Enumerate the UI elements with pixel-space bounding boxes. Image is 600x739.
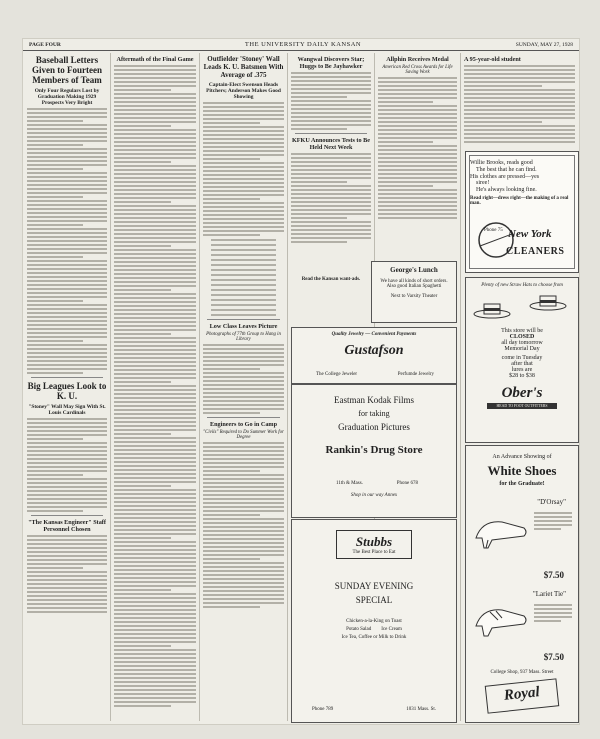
kodak-graduation: Graduation Pictures: [338, 422, 410, 432]
lariet-description: [534, 602, 572, 624]
lariet-shoe-icon: [472, 596, 530, 638]
column-1: [27, 53, 107, 721]
subhead-red-cross: American Red Cross Awards for Life Saving Work: [382, 65, 453, 75]
royal-name: Royal: [503, 684, 541, 704]
batting-averages-table: [211, 239, 276, 316]
straw-hats-icon: [470, 292, 574, 322]
article-batting: [203, 102, 284, 236]
ober-closed-1: This store will be: [501, 328, 543, 334]
shoe-name-dorsay: "D'Orsay": [537, 498, 566, 506]
headline-95-year-old: A 95-year-old student: [464, 56, 521, 63]
ober-prices: $28 to $38: [509, 373, 535, 379]
subhead-photographs: Photographs of 77th Group to Hang in Library: [206, 332, 281, 342]
ober-come-3: lures are: [511, 367, 533, 373]
ad-obers: [465, 277, 579, 443]
menu-item-1: Chicken-a-la-King on Toast: [346, 619, 402, 624]
column-2: [114, 53, 196, 721]
article-kansas-engineer: [27, 535, 107, 613]
willie-line-4: siree!: [476, 180, 490, 186]
subhead-stoney-wall: "Stoney" Wall May Sign With St. Louis Cardinals: [28, 404, 106, 416]
ad-new-york-cleaners: [465, 151, 579, 273]
willie-line-2: The best that he can find.: [476, 167, 537, 173]
sunday-evening: SUNDAY EVENING: [334, 581, 414, 591]
headline-engineers-camp: Engineers to Go in Camp: [209, 421, 278, 428]
newspaper-title: THE UNIVERSITY DAILY KANSAN: [244, 41, 362, 48]
article-95-year-old: [464, 65, 575, 143]
dorsay-shoe-icon: [472, 508, 530, 550]
headline-wangwal: Wangwal Discovers Star; Huggs to Be Jayhawker: [297, 56, 365, 70]
ober-closed-4: Memorial Day: [504, 346, 540, 352]
headline-kansas-engineer: "The Kansas Engineer" Staff Personnel Chosen: [28, 519, 106, 533]
ober-subtitle: HEAD TO FOOT OUTFITTERS: [487, 403, 557, 409]
headline-stoney-wall: Outfielder 'Stoney' Wall Leads K. U. Batsmen With Average of .375: [203, 55, 284, 79]
stubbs-logo: [336, 530, 412, 559]
headline-aftermath: Aftermath of the Final Game: [116, 56, 194, 63]
subhead-graduation: Only Four Regulars Lost by Graduation Making 1929 Prospects Very Bright: [34, 88, 100, 106]
dorsay-price: $7.50: [543, 570, 564, 580]
headline-kfku: KFKU Announces Tests to Be Held Next Week: [291, 137, 371, 151]
dorsay-description: [534, 510, 572, 532]
ad-gustafson: [291, 327, 457, 384]
rankin-address: 11th & Mass.: [336, 481, 363, 486]
headline-big-leagues: Big Leagues Look to K. U.: [27, 381, 107, 401]
article-big-leagues: [27, 418, 107, 512]
article-baseball-letters: [27, 108, 107, 374]
willie-line-5: He's always looking fine.: [476, 187, 537, 193]
willie-line-3: His clothes are pressed—yes: [470, 174, 540, 180]
georges-body: We have all kinds of short orders. Also good Italian Spaghetti: [380, 279, 448, 289]
article-aftermath: [114, 65, 196, 707]
article-low-class: [203, 344, 284, 414]
royal-logo: [485, 678, 560, 713]
want-ads-text: Read the Kansan want-ads.: [301, 277, 361, 282]
newspaper-page: [22, 38, 580, 725]
menu-item-2: Potato Salad Ice Cream: [346, 627, 402, 632]
rankin-phone: Phone 678: [396, 481, 418, 486]
ad-georges-lunch: [371, 261, 457, 323]
ober-come-2: after that: [511, 361, 533, 367]
sunday-special: SPECIAL: [355, 595, 393, 605]
willie-tagline: Read right—dress right—the making of a real man.: [470, 196, 569, 206]
gustafson-logo: Gustafson: [344, 343, 404, 358]
column-4: [291, 53, 371, 273]
ad-stubbs: [291, 519, 457, 723]
shoes-advance: An Advance Showing of: [492, 454, 552, 460]
want-ads-notice: [290, 267, 372, 282]
ober-straw-hats: Plenty of new Straw Hats to choose from: [481, 283, 563, 288]
article-engineers-camp: [203, 442, 284, 608]
stubbs-phone: Phone 789: [312, 707, 334, 712]
ad-rankins-drug-store: [291, 384, 457, 518]
gustafson-college-jeweler: The College Jeweler: [316, 372, 358, 377]
georges-title: George's Lunch: [390, 266, 438, 274]
college-shop: College Shop, 937 Mass. Street: [490, 670, 554, 675]
shoes-subtitle: for the Graduate!: [499, 481, 545, 487]
cleaners-name: CLEANERS: [506, 246, 565, 257]
page-label: PAGE FOUR: [29, 42, 61, 48]
lariet-price: $7.50: [543, 652, 564, 662]
masthead: [23, 39, 579, 51]
headline-low-class: Low Class Leaves Picture: [209, 323, 278, 330]
column-5: [378, 53, 457, 273]
rankin-name: Rankin's Drug Store: [325, 444, 423, 456]
headline-allphin: Allphin Receives Medal: [386, 56, 449, 63]
stubbs-name: Stubbs: [355, 534, 393, 549]
issue-date: SUNDAY, MAY 27, 1928: [515, 42, 573, 48]
article-wangwal: [291, 72, 371, 130]
ober-closed-3: all day tomorrow: [501, 340, 543, 346]
rankin-tagline: Shop in our way Annex: [350, 493, 398, 498]
ad-white-shoes: [465, 445, 579, 723]
menu-item-3: Ice Tea, Coffee or Milk to Drink: [341, 635, 407, 640]
cleaners-phone: Phone 75: [484, 228, 503, 233]
kodak-for: for taking: [358, 409, 390, 418]
georges-location: Next to Varsity Theater: [390, 294, 438, 299]
subhead-swenson: Captain-Elect Swenson Heads Pitchers; Anderson Makes Good Showing: [206, 82, 281, 100]
kodak-title: Eastman Kodak Films: [334, 395, 414, 405]
willie-line-1: Willie Brooks, reads good: [470, 160, 533, 166]
ober-closed-2: CLOSED: [509, 334, 535, 340]
gustafson-jewelry: Perfumde Jewelry: [397, 372, 434, 377]
column-3: [203, 53, 284, 721]
article-kfku: [291, 153, 371, 243]
stubbs-slogan: The Best Place to Eat: [352, 550, 396, 555]
article-allphin: [378, 77, 457, 219]
headline-baseball-letters: Baseball Letters Given to Fourteen Members of Team: [32, 55, 102, 85]
ober-come-1: come in Tuesday: [501, 355, 543, 361]
shoe-name-lariet: "Lariet Tie": [532, 590, 566, 598]
ober-logo: Ober's: [501, 385, 543, 401]
cleaners-new-york: New York: [508, 228, 552, 240]
gustafson-tagline: Quality Jewelry — Convenient Payments: [331, 332, 417, 337]
stubbs-address: 1031 Mass. St.: [406, 707, 436, 712]
subhead-civils: "Civils" Required to Do Summer Work for Degree: [203, 430, 284, 440]
shoes-title: White Shoes: [487, 463, 557, 478]
